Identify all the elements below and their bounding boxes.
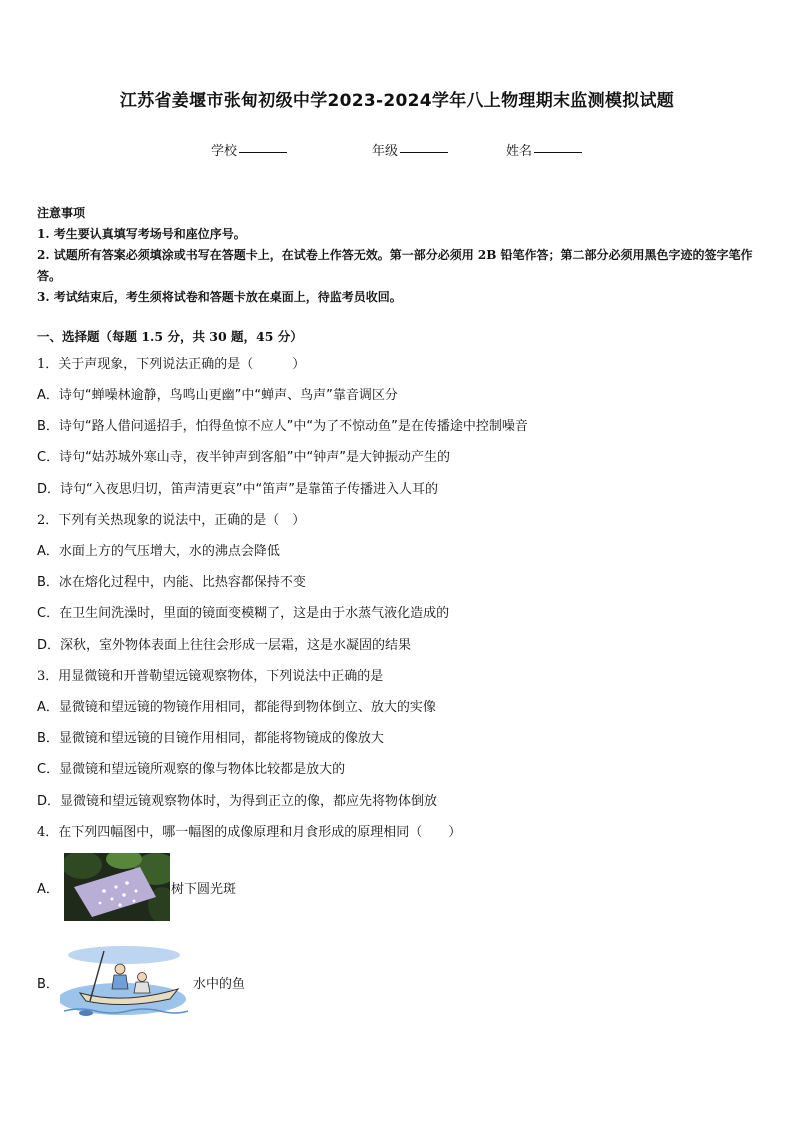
question-stem: 1．关于声现象，下列说法正确的是（ ）	[37, 357, 306, 372]
tree-shadow-light-spots-image	[64, 853, 170, 921]
note-item: 3. 考试结束后，考生须将试卷和答题卡放在桌面上，待监考员收回。	[37, 290, 402, 304]
grade-blank	[400, 152, 448, 153]
question-option: D．显微镜和望远镜观察物体时，为得到正立的像，都应先将物体倒放	[37, 794, 438, 809]
school-label: 学校	[211, 144, 238, 159]
note-item: 2. 试题所有答案必须填涂或书写在答题卡上，在试卷上作答无效。第一部分必须用 2B 铅笔作答；第二部分必须用黑色字迹的签字笔作答。	[37, 248, 753, 283]
option-letter: B．	[37, 977, 59, 992]
figure-caption: 水中的鱼	[193, 977, 246, 992]
question-stem: 4．在下列四幅图中，哪一幅图的成像原理和月食形成的原理相同（ ）	[37, 825, 462, 840]
question-option: C．在卫生间洗澡时，里面的镜面变模糊了，这是由于水蒸气液化造成的	[37, 606, 450, 621]
option-letter: A．	[37, 882, 59, 897]
name-blank	[534, 152, 582, 153]
name-field	[506, 140, 582, 159]
question-option: A．诗句“蝉噪林逾静，鸟鸣山更幽”中“蝉声、鸟声”靠音调区分	[37, 388, 398, 403]
question-option: B．诗句“路人借问遥招手，怕得鱼惊不应人”中“为了不惊动鱼”是在传播途中控制噪音	[37, 419, 528, 434]
school-blank	[239, 152, 287, 153]
grade-field	[372, 140, 448, 159]
grade-label: 年级	[372, 144, 399, 159]
name-label: 姓名	[506, 144, 533, 159]
question-option: A．水面上方的气压增大，水的沸点会降低	[37, 544, 280, 559]
question-option: D．诗句“入夜思归切，笛声清更哀”中“笛声”是靠笛子传播进入人耳的	[37, 482, 438, 497]
school-field	[211, 140, 287, 159]
note-item: 1. 考生要认真填写考场号和座位序号。	[37, 227, 246, 241]
exam-title: 江苏省姜堰市张甸初级中学2023-2024学年八上物理期末监测模拟试题	[119, 91, 675, 111]
question-stem: 3．用显微镜和开普勒望远镜观察物体，下列说法中正确的是	[37, 669, 384, 684]
fisherman-boat-image	[60, 943, 190, 1019]
question-option: A．显微镜和望远镜的物镜作用相同，都能得到物体倒立、放大的实像	[37, 700, 436, 715]
question-option: C．显微镜和望远镜所观察的像与物体比较都是放大的	[37, 762, 346, 777]
question-option: C．诗句“姑苏城外寒山寺，夜半钟声到客船”中“钟声”是大钟振动产生的	[37, 450, 451, 465]
question-option: B．显微镜和望远镜的目镜作用相同，都能将物镜成的像放大	[37, 731, 384, 746]
question-option: B．冰在熔化过程中，内能、比热容都保持不变	[37, 575, 306, 590]
figure-caption: 树下圆光斑	[171, 882, 237, 897]
section-heading: 一、选择题（每题 1.5 分，共 30 题，45 分）	[37, 329, 303, 344]
question-stem: 2．下列有关热现象的说法中，正确的是（ ）	[37, 513, 306, 528]
question-option: D．深秋，室外物体表面上往往会形成一层霜，这是水凝固的结果	[37, 638, 412, 653]
notes-heading: 注意事项	[37, 206, 86, 220]
exam-notes	[37, 203, 757, 308]
